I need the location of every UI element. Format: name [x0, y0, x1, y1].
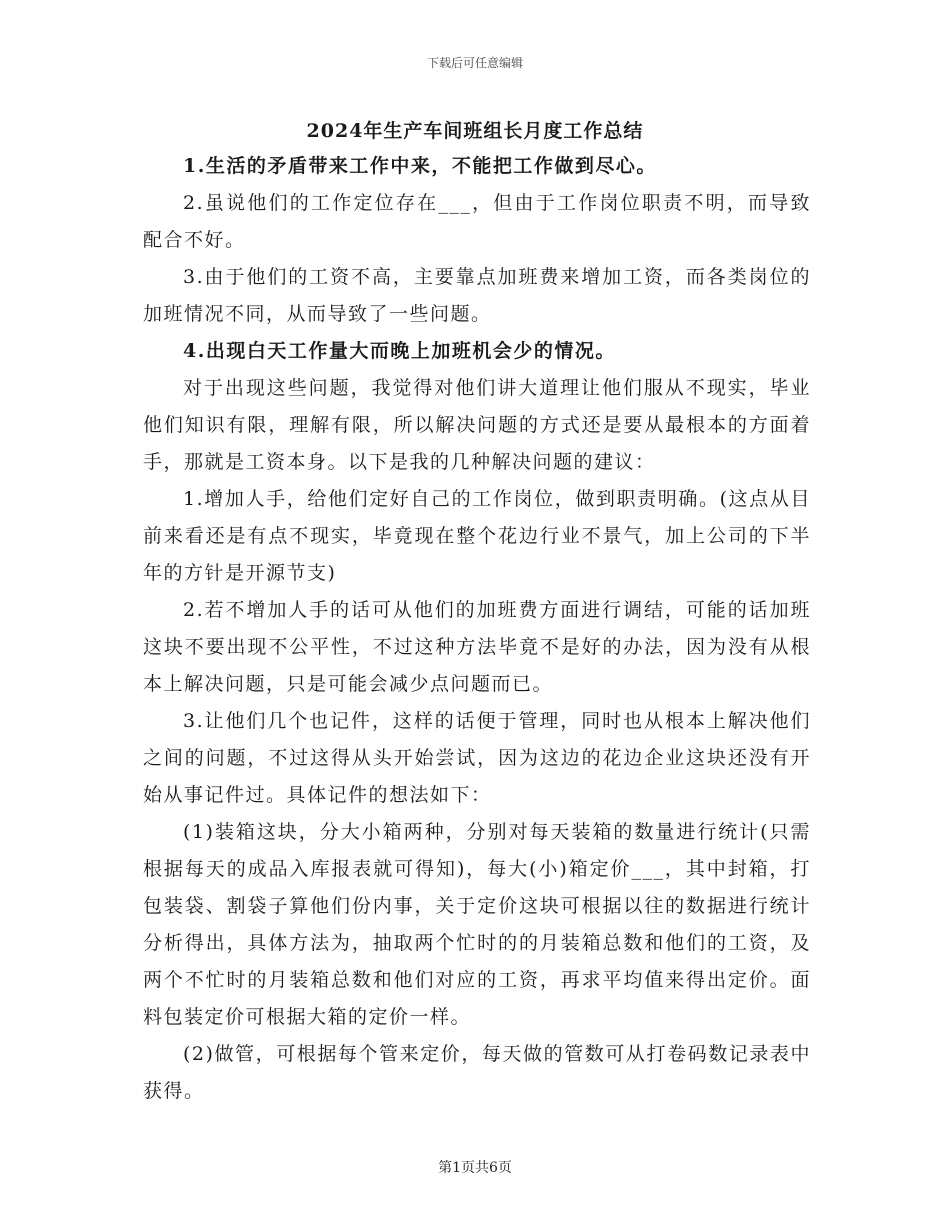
document-body: [143, 148, 811, 1110]
document-title: 2024年生产车间班组长月度工作总结: [306, 120, 644, 142]
paragraph: 1.增加人手，给他们定好自己的工作岗位，做到职责明确。(这点从目前来看还是有点不现实，毕竟现在整个花边行业不景气，加上公司的下半年的方针是开源节支): [143, 488, 811, 584]
paragraph: 对于出现这些问题，我觉得对他们讲大道理让他们服从不现实，毕业他们知识有限，理解有限，所以解决问题的方式还是要从最根本的方面着手，那就是工资本身。以下是我的几种解决问题的建议：: [143, 377, 811, 473]
paragraph: 3.由于他们的工资不高，主要靠点加班费来增加工资，而各类岗位的加班情况不同，从而导致了一些问题。: [143, 266, 811, 325]
paragraph: 4.出现白天工作量大而晚上加班机会少的情况。: [183, 340, 616, 362]
paragraph: (1)装箱这块，分大小箱两种，分别对每天装箱的数量进行统计(只需根据每天的成品入库报表就可得知)，每大(小)箱定价___，其中封箱，打包装袋、割袋子算他们份内事，关于定价这块可根据以往的数据进行统计分析得出，具体方法为，抽取两个忙时的的月装箱总数和他们的工资，及两个不忙时的月装箱总数和他们对应的工资，再求平均值来得出定价。面料包装定价可根据大箱的定价一样。: [143, 821, 811, 1028]
paragraph: 2.若不增加人手的话可从他们的加班费方面进行调结，可能的话加班这块不要出现不公平性，不过这种方法毕竟不是好的办法，因为没有从根本上解决问题，只是可能会减少点问题而已。: [143, 599, 811, 695]
header-note: 下载后可任意编辑: [426, 56, 523, 70]
page-number: 第1页共6页: [438, 1160, 512, 1176]
paragraph: 1.生活的矛盾带来工作中来，不能把工作做到尽心。: [183, 155, 657, 177]
paragraph: 3.让他们几个也记件，这样的话便于管理，同时也从根本上解决他们之间的问题，不过这得从头开始尝试，因为这边的花边企业这块还没有开始从事记件过。具体记件的想法如下：: [143, 710, 811, 806]
paragraph: (2)做管，可根据每个管来定价，每天做的管数可从打卷码数记录表中获得。: [143, 1043, 811, 1102]
paragraph: 2.虽说他们的工作定位存在___，但由于工作岗位职责不明，而导致配合不好。: [143, 192, 811, 251]
